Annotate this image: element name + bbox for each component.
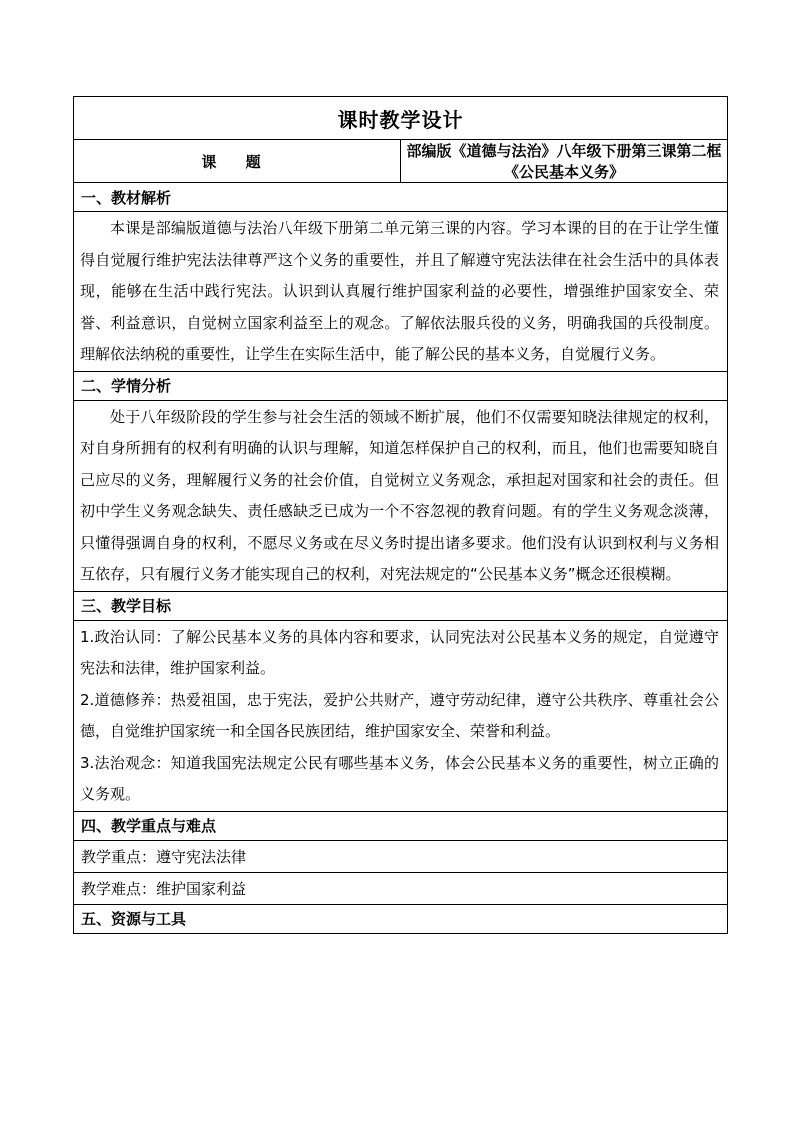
section-body-textbook-analysis — [74, 212, 728, 372]
section-body-student-analysis — [74, 400, 728, 591]
document-title: 课时教学设计 — [74, 97, 728, 140]
subject-label: 课 题 — [74, 140, 401, 183]
difficult-point: 教学难点：维护国家利益 — [74, 872, 728, 904]
key-point: 教学重点：遵守宪法法律 — [74, 840, 728, 872]
section-body-teaching-goals — [74, 620, 728, 811]
goal-item: 3.法治观念：知道我国宪法规定公民有哪些基本义务，体会公民基本义务的重要性，树立正确的义务观。 — [80, 753, 719, 803]
lesson-design-table — [73, 96, 728, 934]
subject-value: 部编版《道德与法治》八年级下册第三课第二框《公民基本义务》 — [401, 140, 728, 183]
section-heading-student-analysis: 二、学情分析 — [74, 371, 728, 400]
paragraph: 处于八年级阶段的学生参与社会生活的领域不断扩展，他们不仅需要知晓法律规定的权利，对自身所拥有的权利有明确的认识与理解，知道怎样保护自己的权利，而且，他们也需要知晓自己应尽的义务，理解履行义务的社会价值，自觉树立义务观念，承担起对国家和社会的责任。但初中学生义务观念缺失、责任感缺乏已成为一个不容忽视的教育问题。有的学生义务观念淡薄，只懂得强调自身的权利，不愿尽义务或在尽义务时提出诸多要求。他们没有认识到权利与义务相互依存，只有履行义务才能实现自己的权利，对宪法规定的“公民基本义务”概念还很模糊。 — [80, 407, 719, 583]
section-heading-teaching-goals: 三、教学目标 — [74, 591, 728, 620]
section-heading-resources-tools: 五、资源与工具 — [74, 904, 728, 933]
section-heading-textbook-analysis: 一、教材解析 — [74, 183, 728, 212]
paragraph: 本课是部编版道德与法治八年级下册第二单元第三课的内容。学习本课的目的在于让学生懂得自觉履行维护宪法法律尊严这个义务的重要性，并且了解遵守宪法法律在社会生活中的具体表现，能够在生活中践行宪法。认识到认真履行维护国家利益的必要性，增强维护国家安全、荣誉、利益意识，自觉树立国家利益至上的观念。了解依法服兵役的义务，明确我国的兵役制度。理解依法纳税的重要性，让学生在实际生活中，能了解公民的基本义务，自觉履行义务。 — [80, 219, 719, 363]
goal-item: 1.政治认同：了解公民基本义务的具体内容和要求，认同宪法对公民基本义务的规定，自觉遵守宪法和法律，维护国家利益。 — [80, 627, 719, 677]
goal-item: 2.道德修养：热爱祖国，忠于宪法，爱护公共财产，遵守劳动纪律，遵守公共秩序、尊重社会公德，自觉维护国家统一和全国各民族团结，维护国家安全、荣誉和利益。 — [80, 690, 719, 740]
section-heading-key-difficult-points: 四、教学重点与难点 — [74, 811, 728, 840]
